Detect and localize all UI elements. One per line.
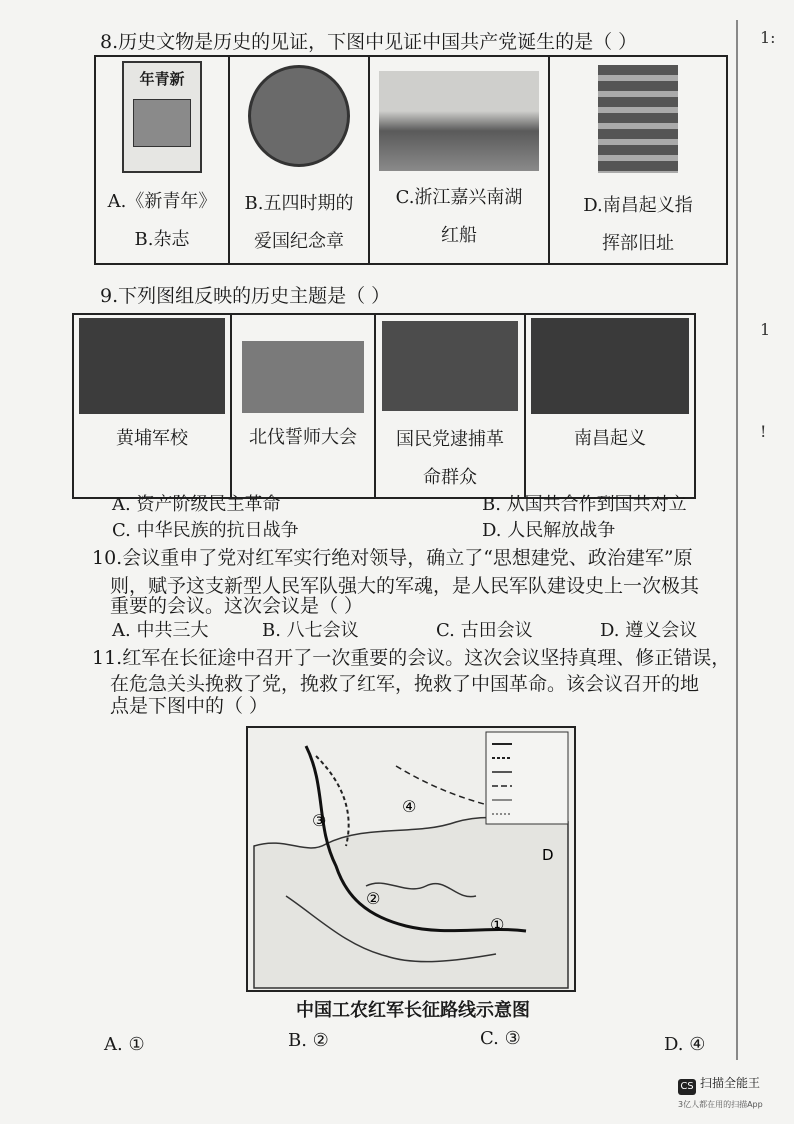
map-legend-box: [486, 732, 568, 824]
q8-option-a-line2: B.杂志: [134, 229, 190, 250]
q11-choice-b: B. ②: [288, 1030, 329, 1051]
kmt-arrest-image: [382, 321, 518, 411]
q10-choice-d: D. 遵义会议: [600, 620, 698, 641]
map-marker-4: ④: [402, 797, 417, 816]
scanner-logo-icon: CS: [678, 1079, 696, 1095]
margin-mark-2: 1: [760, 320, 771, 339]
q8-option-a: [95, 56, 229, 264]
magazine-title: 年青新: [139, 70, 185, 88]
magazine-cover-picture: [133, 99, 191, 147]
map-marker-2: ②: [366, 889, 381, 908]
new-youth-magazine-image: [122, 61, 202, 173]
q8-stem: 8.历史文物是历史的见证，下图中见证中国共产党诞生的是（ ）: [100, 31, 638, 53]
q9-cell-3: [375, 314, 525, 498]
scanner-watermark: [678, 1074, 763, 1110]
q8-option-d-line2: 挥部旧址: [602, 233, 674, 254]
map-marker-1: ①: [490, 915, 505, 934]
nanchang-headquarters-image: [598, 65, 678, 173]
long-march-map: [246, 726, 576, 992]
q9-caption-2: 北伐誓师大会: [249, 427, 357, 448]
q10-line3: 重要的会议。这次会议是（ ）: [110, 595, 364, 617]
q9-image-table: [72, 313, 696, 499]
q8-image-table: [94, 55, 728, 265]
q10-choice-c: C. 古田会议: [436, 620, 533, 641]
right-page-edge: [736, 20, 738, 1060]
margin-mark-1: 1:: [760, 28, 776, 47]
q9-choice-d: D. 人民解放战争: [482, 520, 616, 541]
q8-option-c-line1: C.浙江嘉兴南湖: [395, 187, 523, 208]
q9-cell-1: [73, 314, 231, 498]
map-caption: 中国工农红军长征路线示意图: [296, 1000, 530, 1021]
q9-choice-c: C. 中华民族的抗日战争: [112, 520, 299, 541]
q9-choice-b: B. 从国共合作到国共对立: [482, 494, 687, 515]
margin-mark-3: !: [760, 422, 767, 441]
q11-choice-d: D. ④: [664, 1034, 706, 1055]
q10-line1: 10.会议重申了党对红军实行绝对领导，确立了“思想建党、政治建军”原: [92, 547, 693, 569]
scanner-app-tagline: 3亿人都在用的扫描App: [678, 1100, 763, 1109]
q8-option-d: [549, 56, 727, 264]
q9-caption-3a: 国民党逮捕革: [396, 429, 504, 450]
red-boat-image: [379, 71, 539, 171]
q9-cell-2: [231, 314, 375, 498]
q9-caption-1: 黄埔军校: [116, 428, 188, 449]
q8-option-c-line2: 红船: [441, 225, 477, 246]
q10-line2: 则，赋予这支新型人民军队强大的军魂，是人民军队建设史上一次极其: [110, 575, 700, 597]
q9-caption-3b: 命群众: [423, 467, 477, 488]
q9-caption-4: 南昌起义: [574, 428, 646, 449]
q11-choice-c: C. ③: [480, 1028, 521, 1049]
q10-choice-a: A. 中共三大: [112, 620, 209, 641]
q8-option-a-line1: A.《新青年》: [107, 191, 217, 212]
q11-choice-a: A. ①: [104, 1034, 145, 1055]
q10-choice-b: B. 八七会议: [262, 620, 359, 641]
q8-option-c: [369, 56, 549, 264]
q11-line2: 在危急关头挽救了党，挽救了红军，挽救了中国革命。该会议召开的地: [110, 673, 700, 695]
q11-line1: 11.红军在长征途中召开了一次重要的会议。这次会议坚持真理、修正错误，: [92, 647, 731, 669]
q11-line3: 点是下图中的（ ）: [110, 695, 269, 717]
q9-choice-a: A. 资产阶级民主革命: [112, 494, 281, 515]
nanchang-uprising-image: [531, 318, 689, 414]
map-letter-d: D: [542, 846, 554, 864]
commemorative-badge-image: [248, 65, 350, 167]
q9-stem: 9.下列图组反映的历史主题是（ ）: [100, 285, 391, 307]
whampoa-academy-image: [79, 318, 225, 414]
q8-option-d-line1: D.南昌起义指: [583, 195, 693, 216]
q8-option-b: [229, 56, 369, 264]
northern-expedition-rally-image: [242, 341, 364, 413]
q8-option-b-line1: B.五四时期的: [244, 193, 354, 214]
q8-option-b-line2: 爱国纪念章: [254, 231, 344, 252]
q9-cell-4: [525, 314, 695, 498]
map-marker-3: ③: [312, 811, 327, 830]
scanner-app-name: 扫描全能王: [700, 1076, 761, 1090]
